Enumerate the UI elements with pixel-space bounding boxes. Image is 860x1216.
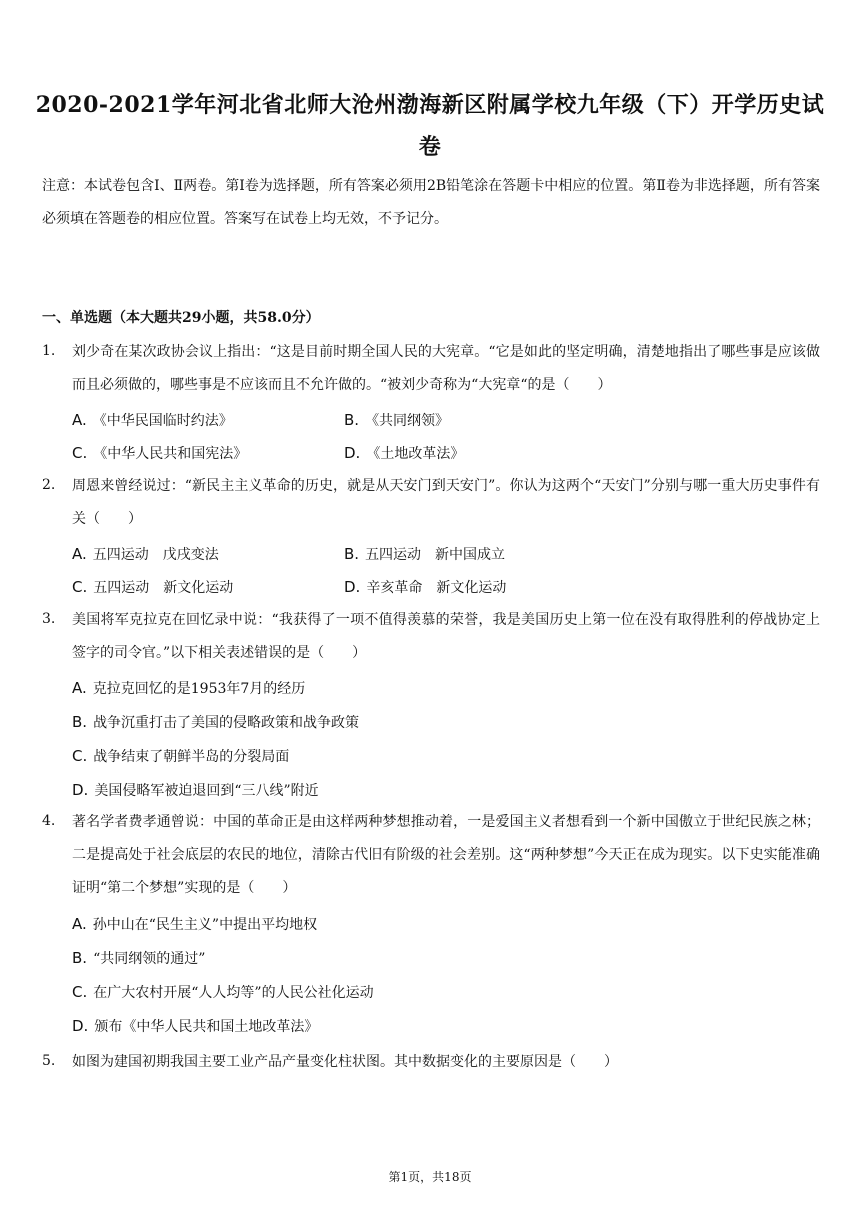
question-1 (42, 336, 820, 402)
option-c[interactable]: C. 五四运动 新文化运动 (72, 578, 234, 596)
option-b[interactable]: B. 五四运动 新中国成立 (344, 545, 506, 563)
option-b[interactable]: B. 《共同纲领》 (344, 411, 450, 429)
option-a[interactable]: A. 孙中山在“民生主义”中提出平均地权 (72, 915, 318, 933)
question-number: 2. (42, 477, 56, 493)
question-stem: 著名学者费孝通曾说：中国的革命正是由这样两种梦想推动着，一是爱国主义者想看到一个新中国傲立于世纪民族之林；二是提高处于社会底层的农民的地位，清除古代旧有阶级的社会差别。这“两种梦想”今天正在成为现实。以下史实能准确证明“第二个梦想”实现的是（ ） (72, 814, 820, 896)
option-a[interactable]: A. 《中华民国临时约法》 (72, 411, 233, 429)
option-d[interactable]: D. 《土地改革法》 (344, 444, 465, 462)
option-d[interactable]: D. 辛亥革命 新文化运动 (344, 578, 507, 596)
question-number: 5. (42, 1053, 56, 1069)
option-c[interactable]: C. 《中华人民共和国宪法》 (72, 444, 248, 462)
section-heading: 一、单选题（本大题共29小题，共58.0分） (42, 310, 320, 326)
question-stem: 周恩来曾经说过：“新民主主义革命的历史，就是从天安门到天安门”。你认为这两个“天安门”分别与哪一重大历史事件有关（ ） (72, 478, 820, 527)
option-a[interactable]: A. 五四运动 戊戌变法 (72, 545, 219, 563)
option-d[interactable]: D. 美国侵略军被迫退回到“三八线”附近 (72, 781, 319, 799)
question-stem: 美国将军克拉克在回忆录中说：“我获得了一项不值得羡慕的荣誉，我是美国历史上第一位在没有取得胜利的停战协定上签字的司令官。”以下相关表述错误的是（ ） (72, 612, 820, 661)
question-stem: 刘少奇在某次政协会议上指出：“这是目前时期全国人民的大宪章。“它是如此的坚定明确，清楚地指出了哪些事是应该做而且必须做的，哪些事是不应该而且不允许做的。“被刘少奇称为“大宪章“的是（ ） (72, 344, 820, 393)
question-number: 3. (42, 611, 56, 627)
exam-title-line2: 卷 (418, 134, 442, 160)
option-d[interactable]: D. 颁布《中华人民共和国土地改革法》 (72, 1017, 319, 1035)
option-c[interactable]: C. 战争结束了朝鲜半岛的分裂局面 (72, 747, 290, 765)
question-stem: 如图为建国初期我国主要工业产品产量变化柱状图。其中数据变化的主要原因是（ ） (72, 1054, 618, 1070)
option-b[interactable]: B. 战争沉重打击了美国的侵略政策和战争政策 (72, 713, 360, 731)
option-c[interactable]: C. 在广大农村开展“人人均等”的人民公社化运动 (72, 983, 374, 1001)
option-b[interactable]: B. “共同纲领的通过” (72, 949, 206, 967)
question-number: 1. (42, 343, 56, 359)
question-4 (42, 806, 820, 905)
option-a[interactable]: A. 克拉克回忆的是1953年7月的经历 (72, 679, 306, 697)
exam-title-line1: 2020-2021学年河北省北师大沧州渤海新区附属学校九年级（下）开学历史试 (35, 92, 825, 118)
question-5 (42, 1046, 820, 1079)
page-footer: 第1页，共18页 (388, 1170, 472, 1184)
question-2 (42, 470, 820, 536)
question-3 (42, 604, 820, 670)
exam-notice: 注意：本试卷包含Ⅰ、Ⅱ两卷。第Ⅰ卷为选择题，所有答案必须用2B铅笔涂在答题卡中相应的位置。第Ⅱ卷为非选择题，所有答案必须填在答题卷的相应位置。答案写在试卷上均无效，不予记分。 (42, 178, 820, 227)
question-number: 4. (42, 813, 56, 829)
